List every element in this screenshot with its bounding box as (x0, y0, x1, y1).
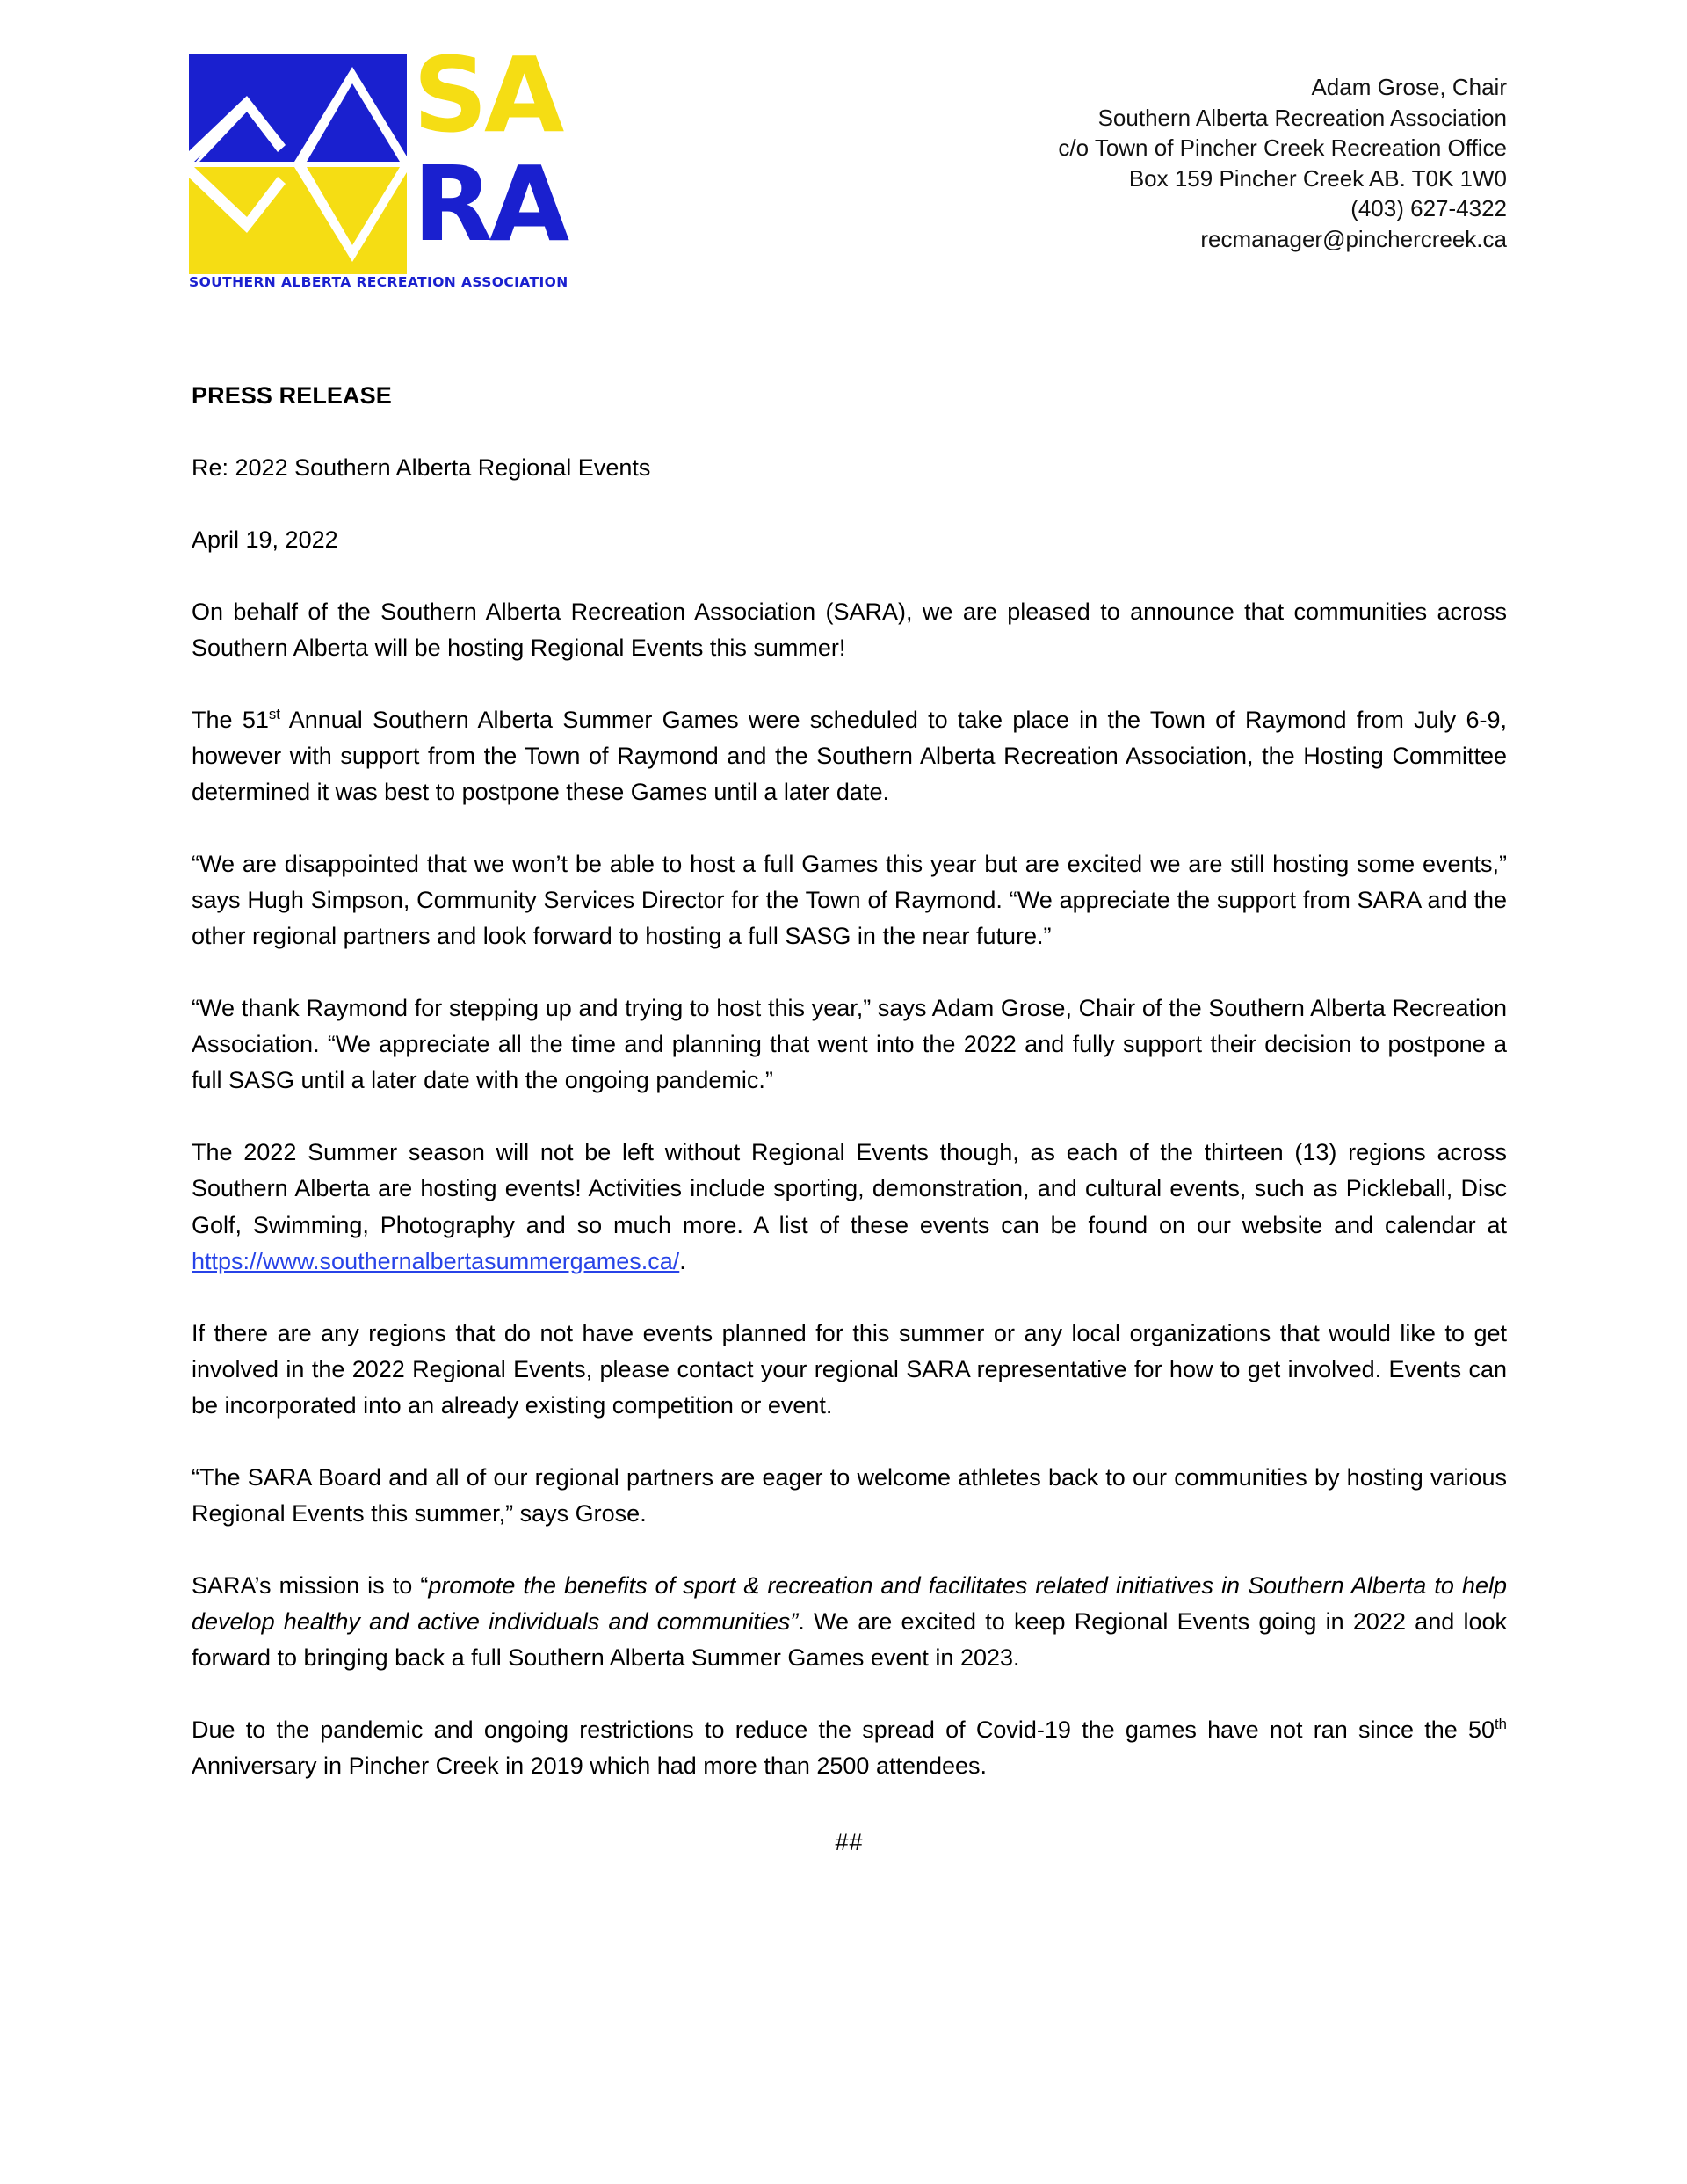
paragraph-intro: On behalf of the Southern Alberta Recreation Association (SARA), we are pleased to announce that communities across Southern Alberta will be hosting Regional Events this summer! (192, 599, 1507, 662)
paragraph-pandemic-history (192, 1712, 1507, 1784)
paragraph-games-postponed (192, 702, 1507, 810)
para2-post: Annual Southern Alberta Summer Games were scheduled to take place in the Town of Raymond from July 6-9, however with support from the Town of Raymond and the Southern Alberta Recreation Association, the Hosting Committee determined it was best to postpone these Games until a later date. (192, 707, 1507, 806)
sara-logo (189, 34, 584, 309)
ordinal-suffix-51st: st (268, 706, 280, 723)
para9-post: Anniversary in Pincher Creek in 2019 which had more than 2500 attendees. (192, 1752, 988, 1779)
contact-name: Adam Grose, Chair (1311, 74, 1507, 100)
paragraph-quote-simpson: “We are disappointed that we won’t be able to host a full Games this year but are excited we are still hosting some events,” says Hugh Simpson, Community Services Director for the Town of Raymond. “We appreciate the support from SARA and the other regional partners and look forward to hosting a full SASG in the near future.” (192, 851, 1507, 950)
contact-address: Box 159 Pincher Creek AB. T0K 1W0 (1128, 164, 1507, 192)
paragraph-get-involved: If there are any regions that do not have events planned for this summer or any local organizations that would like to get involved in the 2022 Regional Events, please contact your regional SARA representative for how to get involved. Events can be incorporated into an already existing competition or event. (192, 1319, 1507, 1419)
contact-organization: Southern Alberta Recreation Association (1097, 104, 1507, 131)
document-header (0, 0, 1687, 309)
para9-pre: Due to the pandemic and ongoing restrictions to reduce the spread of Covid-19 the games have not ran since the 50 (192, 1716, 1495, 1743)
para8-post: . We are excited to keep Regional Events going in 2022 and look forward to bringing back a full Southern Alberta Summer Games event in 2023. (192, 1607, 1507, 1671)
mission-statement-italic: promote the benefits of sport & recreation and facilitates related initiatives in Southern Alberta to help develop healthy and active individuals and communities” (192, 1571, 1507, 1635)
subject-line: Re: 2022 Southern Alberta Regional Events (192, 454, 651, 482)
logo-letters-ra: RA (413, 143, 567, 265)
paragraph-regional-events (192, 1135, 1507, 1279)
contact-email: recmanager@pinchercreek.ca (1200, 225, 1507, 252)
date-line: April 19, 2022 (192, 526, 338, 554)
paragraph-board-welcome: “The SARA Board and all of our regional partners are eager to welcome athletes back to our communities by hosting various Regional Events this summer,” says Grose. (192, 1463, 1507, 1527)
contact-phone: (403) 627-4322 (1350, 195, 1507, 222)
paragraph-quote-grose: “We thank Raymond for stepping up and trying to host this year,” says Adam Grose, Chair of the Southern Alberta Recreation Association. “We appreciate all the time and planning that went into the 2022 and fully support their decision to postpone a full SASG until a later date with the ongoing pandemic.” (192, 995, 1507, 1094)
ordinal-suffix-50th: th (1495, 1715, 1507, 1732)
document-body (0, 378, 1687, 1861)
paragraph-mission (192, 1568, 1507, 1676)
para8-pre: SARA’s mission is to “ (192, 1571, 429, 1599)
para5-pre: The 2022 Summer season will not be left without Regional Events though, as each of the thirteen (13) regions across Southern Alberta are hosting events! Activities include sporting, demonstration, and cultural events, such as Pickleball, Disc Golf, Swimming, Photography and so much more. A list of these events can be found on our website and calendar at (192, 1139, 1507, 1238)
para2-pre: The 51 (192, 707, 269, 734)
logo-wordmark (413, 34, 589, 274)
press-release-heading: PRESS RELEASE (192, 382, 392, 409)
summer-games-website-link[interactable]: https://www.southernalbertasummergames.ca/ (192, 1247, 680, 1274)
para5-post: . (679, 1247, 686, 1274)
logo-letters-sa: SA (413, 34, 561, 156)
contact-block (1058, 54, 1507, 254)
logo-mark (189, 34, 584, 274)
mountain-logo-icon (189, 54, 407, 274)
contact-office: c/o Town of Pincher Creek Recreation Office (1058, 134, 1507, 162)
logo-tagline: SOUTHERN ALBERTA RECREATION ASSOCIATION (189, 274, 568, 290)
end-of-release-mark: ## (835, 1828, 864, 1855)
